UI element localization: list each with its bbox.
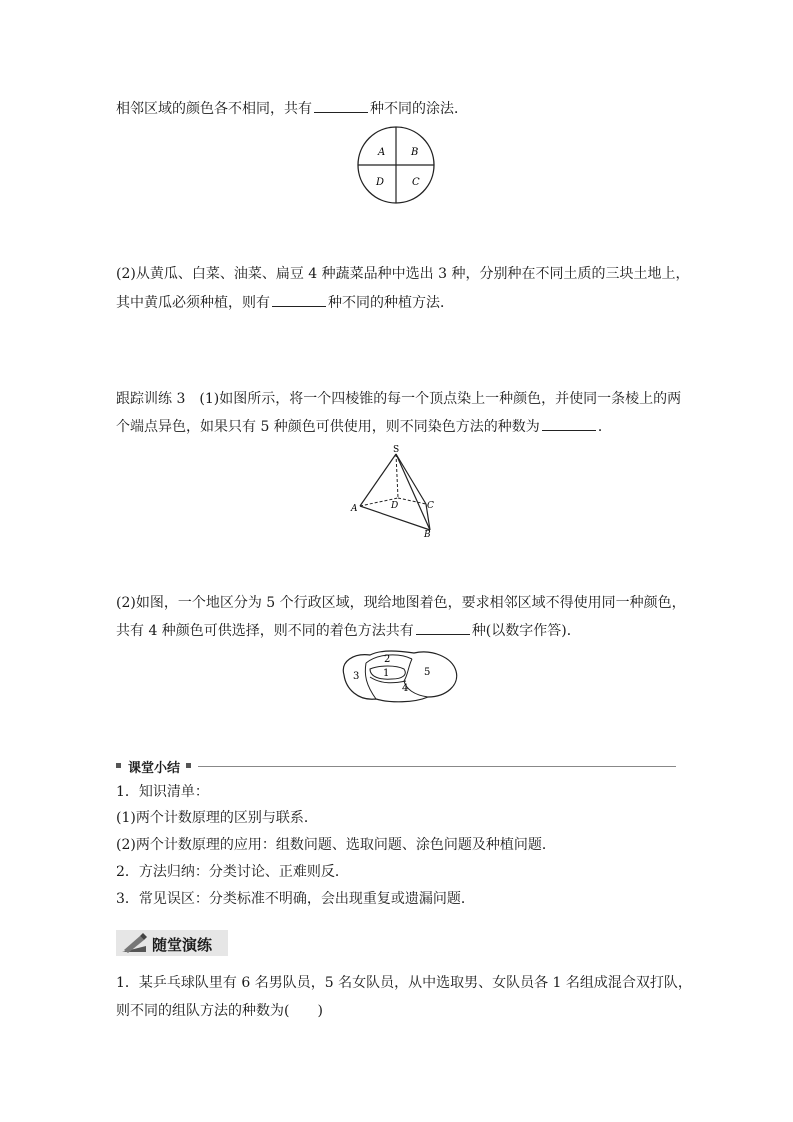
answer-blank <box>416 620 470 635</box>
q1-tail-line <box>116 98 468 119</box>
map-label-4: 4 <box>402 683 409 694</box>
region-label-b: B <box>411 147 419 158</box>
pencil-icon <box>120 932 148 954</box>
answer-blank <box>272 292 326 307</box>
section-rule <box>198 766 676 767</box>
answer-blank <box>314 98 368 113</box>
vertex-label-a: A <box>351 504 358 514</box>
pyramid-figure <box>346 440 446 540</box>
vertex-label-b: B <box>424 530 431 540</box>
summary-item: 3．常见误区：分类标准不明确，会出现重复或遗漏问题． <box>116 891 475 907</box>
map-label-1: 1 <box>383 668 390 679</box>
exercise1-line2: 则不同的组队方法的种数为( ) <box>116 1003 323 1019</box>
q2-line1: (2)从黄瓜、白菜、油菜、扁豆 4 种蔬菜品种中选出 3 种，分别种在不同土质的三块土地上， <box>116 266 690 282</box>
q2-text-after: 种不同的种植方法． <box>328 295 454 311</box>
q1-text-before: 相邻区域的颜色各不相同，共有 <box>116 101 312 117</box>
answer-blank <box>542 416 596 431</box>
practice-section-header <box>116 930 228 956</box>
practice3-2-text-before: 共有 4 种颜色可供选择，则不同的着色方法共有 <box>116 623 414 639</box>
practice3-line2 <box>116 416 612 437</box>
practice3-2-text-after: 种(以数字作答)． <box>471 623 581 639</box>
summary-item: 2．方法归纳：分类讨论、正难则反． <box>116 864 349 880</box>
map-outline <box>343 651 456 702</box>
region-label-d: D <box>376 177 385 188</box>
summary-item: 1．知识清单： <box>116 784 209 800</box>
map-label-5: 5 <box>424 667 431 678</box>
square-bullet-icon <box>186 763 191 768</box>
square-bullet-icon <box>116 763 121 768</box>
map-label-3: 3 <box>353 671 360 682</box>
map-label-2: 2 <box>384 654 391 665</box>
summary-item: (1)两个计数原理的区别与联系． <box>116 810 318 826</box>
region-label-c: C <box>412 177 420 188</box>
vertex-label-d: D <box>391 501 399 511</box>
circle-region-figure <box>356 124 436 206</box>
summary-item: (2)两个计数原理的应用：组数问题、选取问题、涂色问题及种植问题． <box>116 837 556 853</box>
exercise1-line1: 1．某乒乓球队里有 6 名男队员，5 名女队员，从中选取男、女队员各 1 名组成混合双打队， <box>116 975 692 991</box>
q2-line2 <box>116 292 454 313</box>
vertex-label-c: C <box>427 501 434 511</box>
region-label-a: A <box>378 147 386 158</box>
q1-text-after: 种不同的涂法． <box>370 101 468 117</box>
practice3-2-line2 <box>116 620 581 641</box>
vertex-label-s: S <box>393 445 400 455</box>
practice3-text-after: ． <box>597 419 612 435</box>
practice3-line1: 跟踪训练 3 (1)如图所示，将一个四棱锥的每一个顶点染上一种颜色，并使同一条棱上的两 <box>116 391 682 407</box>
practice3-2-line1: (2)如图，一个地区分为 5 个行政区域，现给地图着色，要求相邻区域不得使用同一种颜色， <box>116 595 686 611</box>
practice3-text-before: 个端点异色，如果只有 5 种颜色可供使用，则不同染色方法的种数为 <box>116 419 540 435</box>
q2-text-before: 其中黄瓜必须种植，则有 <box>116 295 270 311</box>
map-region-figure <box>336 645 462 705</box>
practice-title: 随堂演练 <box>152 936 213 954</box>
summary-title: 课堂小结 <box>128 761 181 776</box>
summary-section-header <box>116 757 676 777</box>
